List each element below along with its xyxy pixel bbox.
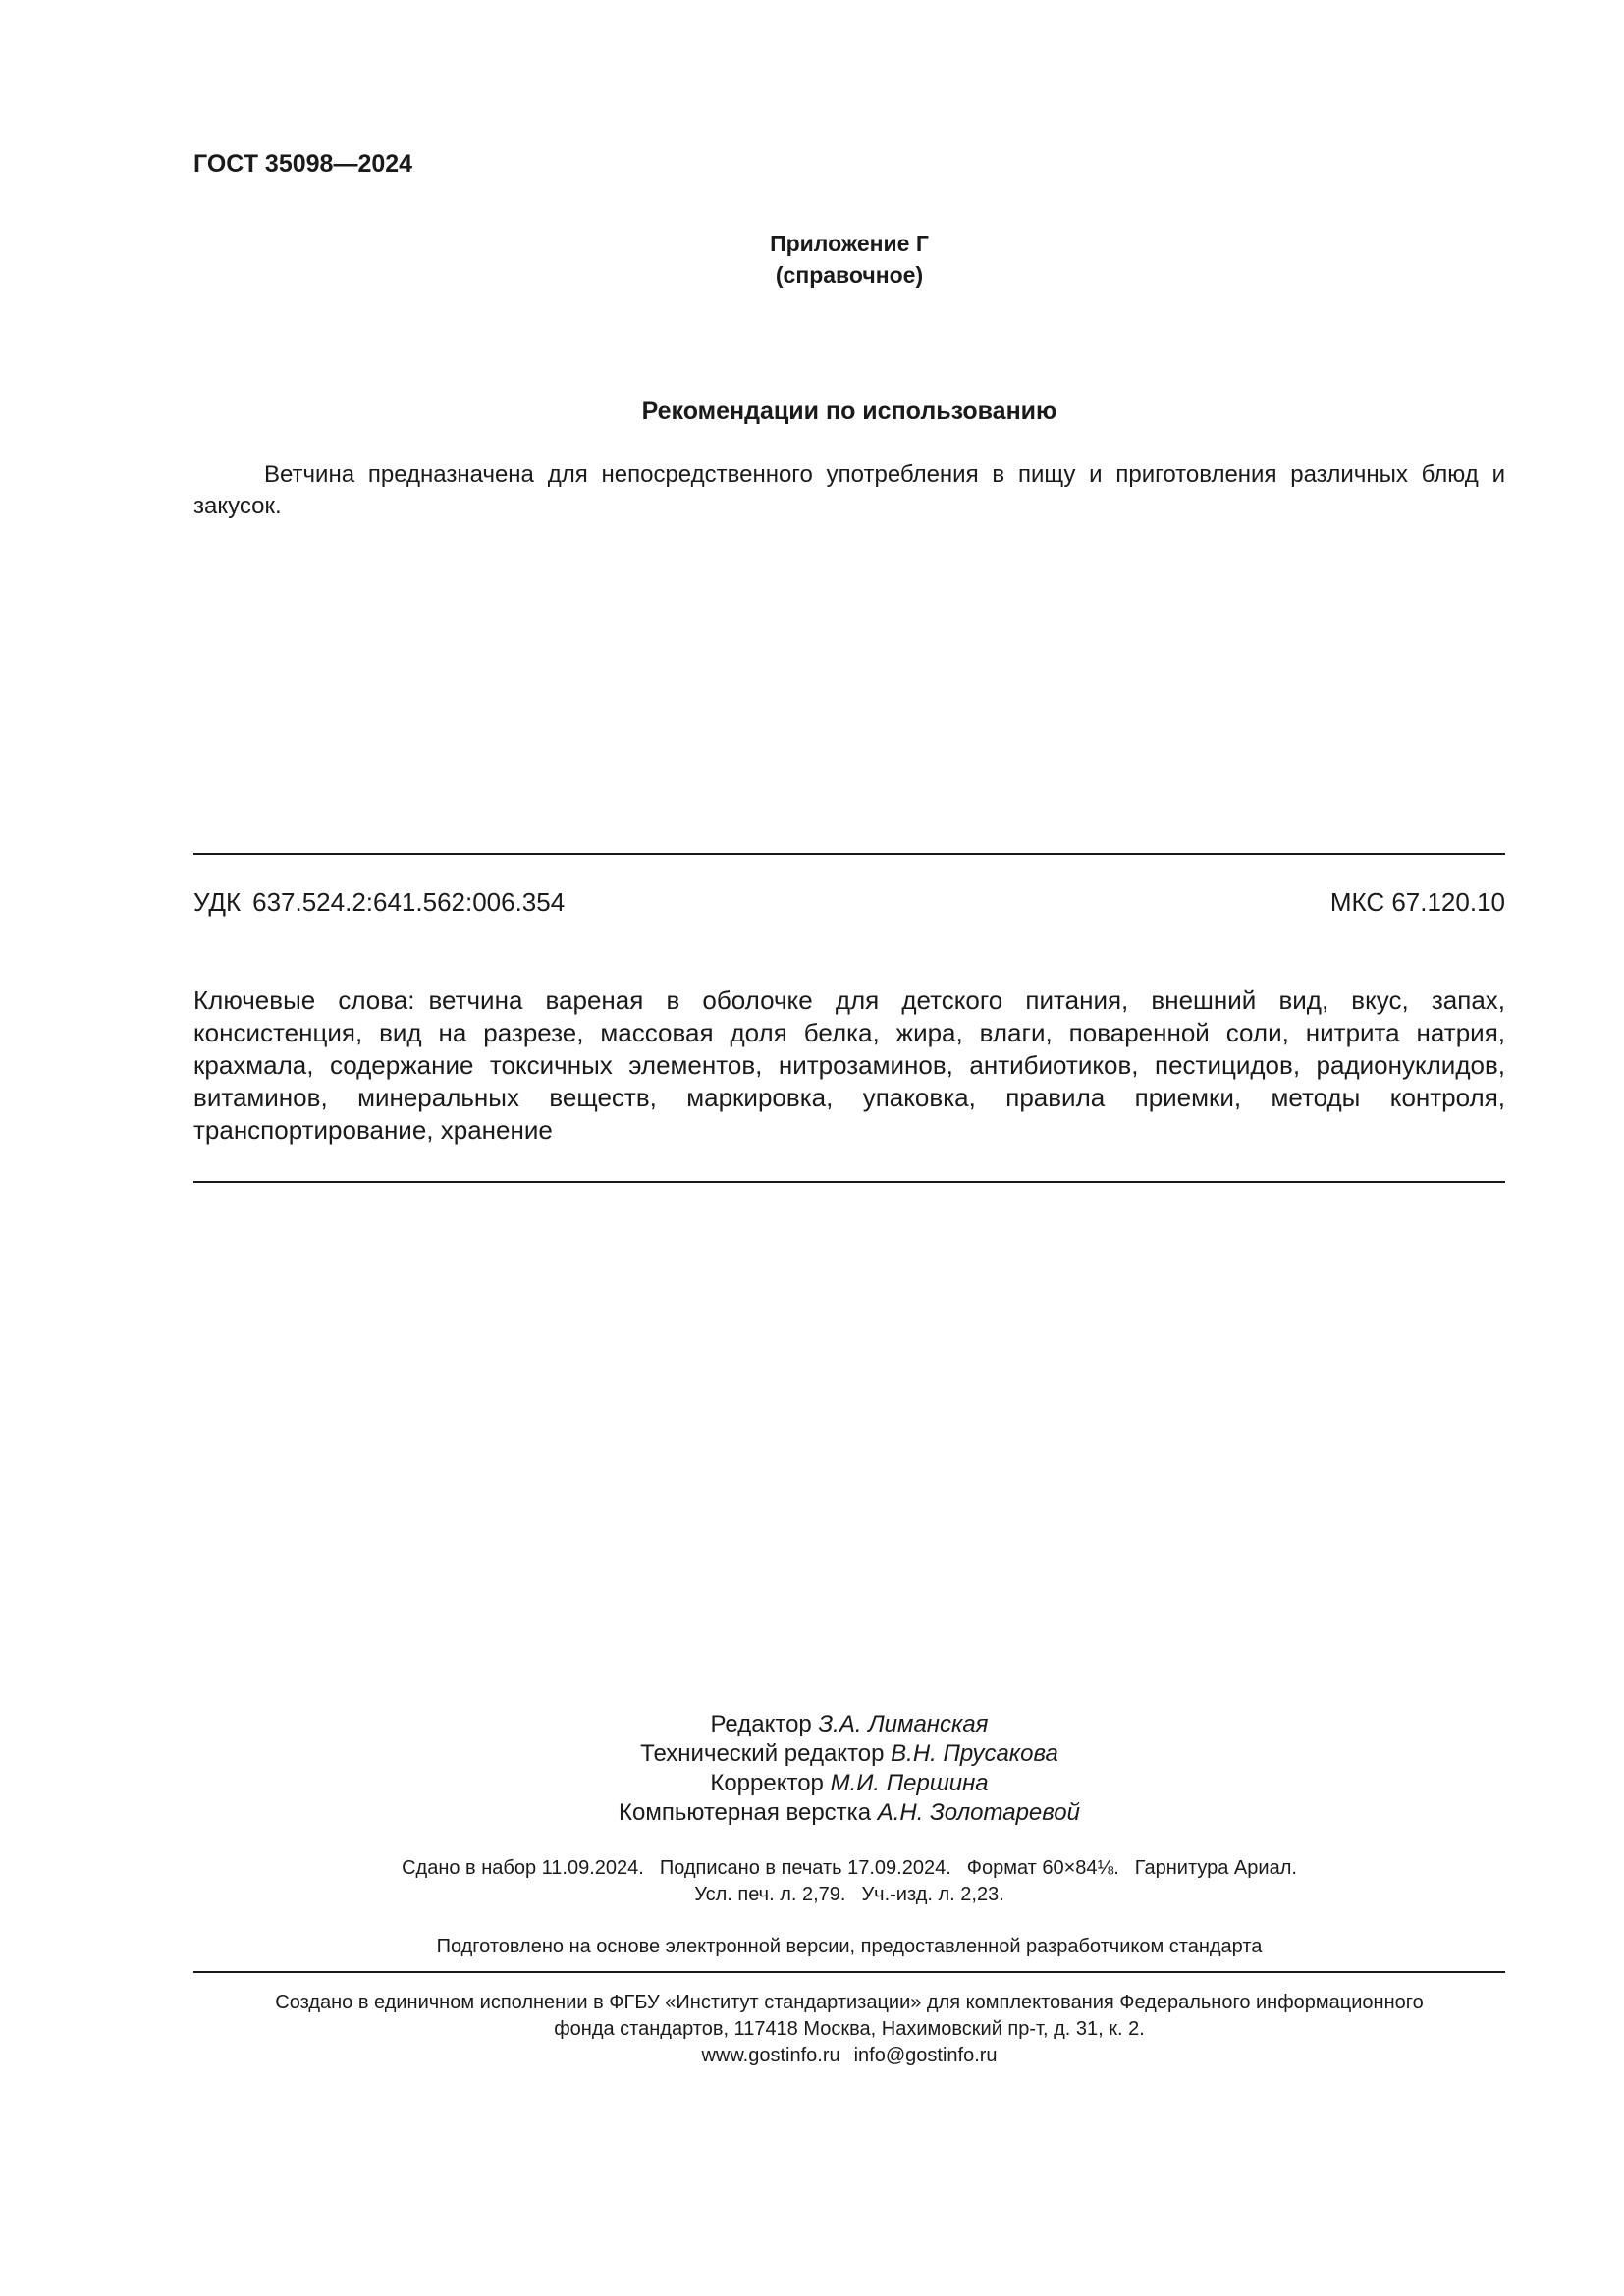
editor-role: Компьютерная верстка: [619, 1799, 872, 1826]
keywords-block: [193, 985, 1505, 1147]
editors-list: [193, 1710, 1505, 1828]
editor-role: Редактор: [710, 1711, 812, 1737]
editor-name: М.И. Першина: [830, 1770, 989, 1796]
editor-name: З.А. Лиманская: [818, 1711, 989, 1737]
imprint-line-1: [193, 1855, 1505, 1882]
editor-line: [193, 1798, 1505, 1828]
udk-label: УДК: [193, 887, 242, 917]
udk-line: [193, 887, 565, 918]
editor-name: А.Н. Золотаревой: [877, 1799, 1080, 1826]
created-line-2: фонда стандартов, 117418 Москва, Нахимовский пр-т, д. 31, к. 2.: [554, 2018, 1145, 2040]
editor-role: Корректор: [710, 1770, 824, 1796]
top-divider: [193, 853, 1505, 855]
annex-heading: [193, 228, 1505, 291]
imprint-signed: Подписано в печать 17.09.2024.: [659, 1857, 951, 1879]
imprint-typeface: Гарнитура Ариал.: [1134, 1857, 1297, 1879]
imprint-block: [193, 1855, 1505, 1908]
imprint-typeset: Сдано в набор 11.09.2024.: [402, 1857, 644, 1879]
editor-line: [193, 1739, 1505, 1769]
keywords-divider: [193, 1181, 1505, 1183]
imprint-pub-sheets: Уч.-изд. л. 2,23.: [861, 1884, 1004, 1905]
created-line-1: Создано в единичном исполнении в ФГБУ «Институт стандартизации» для комплектования Федерального информационного: [275, 1992, 1424, 2013]
annex-subtitle: (справочное): [775, 262, 924, 288]
created-contacts: [193, 2043, 1505, 2069]
imprint-line-2: [193, 1882, 1505, 1908]
mks-code: МКС 67.120.10: [1329, 887, 1505, 917]
prepared-note: Подготовлено на основе электронной версии, предоставленной разработчиком стандарта: [436, 1936, 1263, 1957]
imprint-format: Формат 60×84⅛.: [966, 1857, 1119, 1879]
editor-line: [193, 1710, 1505, 1739]
udk-value: 637.524.2:641.562:006.354: [252, 887, 566, 917]
recommendations-heading: Рекомендации по использованию: [641, 398, 1057, 425]
keywords-text: ветчина вареная в оболочке для детского питания, внешний вид, вкус, запах, консистенция, вид на разрезе, массовая доля белка, жира, влаги, поваренной соли, нитрита натрия, крахмала, содержание токсичных элементов, нитрозаминов, антибиотиков, пестицидов, радионуклидов, витаминов, минеральных веществ, маркировка, упаковка, правила приемки, методы контроля, транспортирование, хранение: [193, 986, 1506, 1145]
footer-divider: [193, 1971, 1505, 1973]
standard-code: ГОСТ 35098—2024: [193, 150, 413, 178]
imprint-print-sheets: Усл. печ. л. 2,79.: [694, 1884, 846, 1905]
annex-title: Приложение Г: [770, 231, 929, 256]
keywords-label: Ключевые слова:: [193, 986, 415, 1015]
editor-role: Технический редактор: [640, 1740, 885, 1767]
email-link[interactable]: info@gostinfo.ru: [853, 2045, 998, 2066]
editor-name: В.Н. Прусакова: [891, 1740, 1058, 1767]
website-link[interactable]: www.gostinfo.ru: [701, 2045, 840, 2066]
editor-line: [193, 1769, 1505, 1798]
recommendations-paragraph: Ветчина предназначена для непосредственного употребления в пищу и приготовления различных блюд и закусок.: [193, 461, 1505, 519]
created-block: [193, 1990, 1505, 2069]
